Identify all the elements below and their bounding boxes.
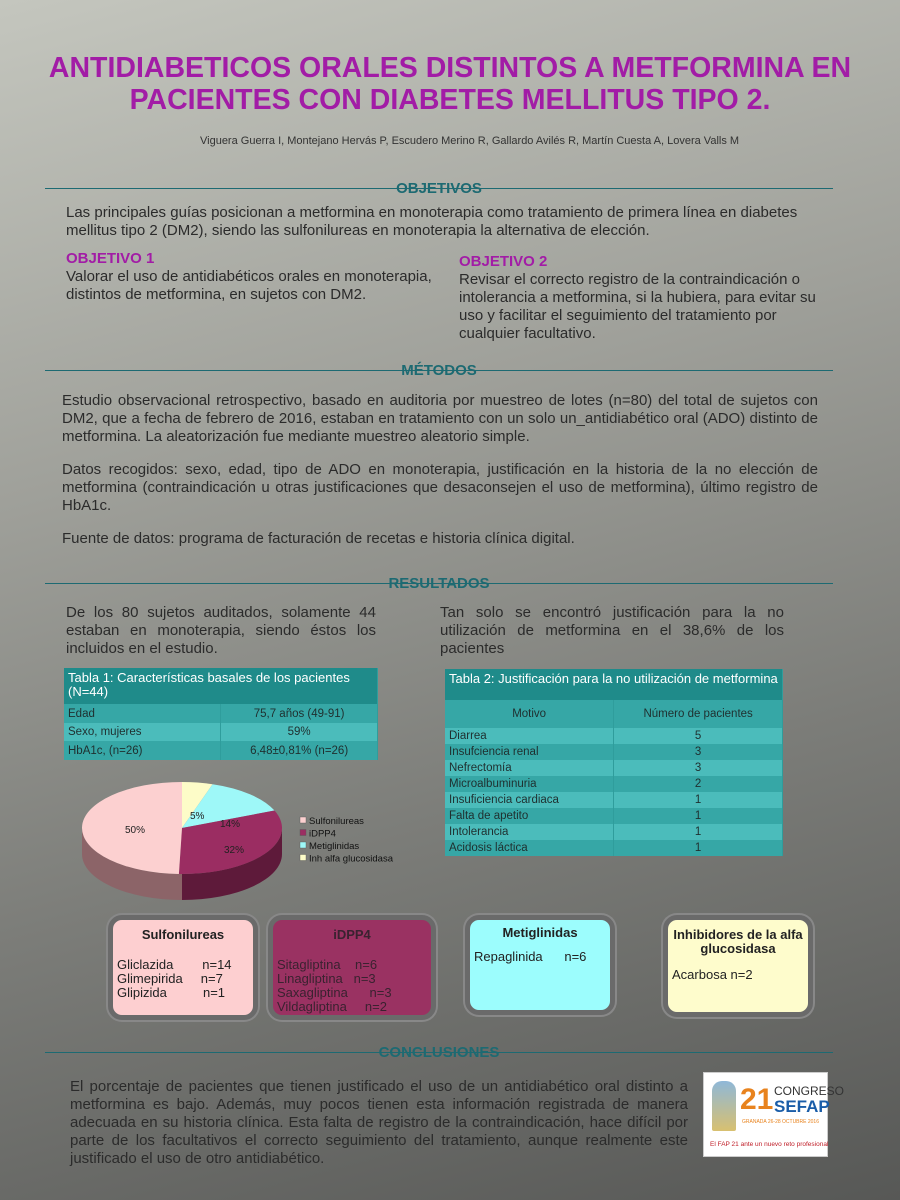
table-row [445,808,783,824]
table-1-title: Tabla 1: Características basales de los pacientes (N=44) [64,668,378,704]
pie-data-label: 50% [125,825,146,836]
logo-slogan: El FAP 21 ante un nuevo reto profesional [710,1141,829,1148]
cell: 1 [614,824,783,840]
cell: Intolerancia [445,824,614,840]
section-resultados [45,575,833,593]
section-heading: OBJETIVOS [396,180,482,197]
objetivo-2-title: OBJETIVO 2 [459,253,548,270]
cell: 2 [614,776,783,792]
cell: 1 [614,792,783,808]
drug-class-box [108,915,258,1020]
section-heading: RESULTADOS [388,575,490,592]
authors: Viguera Guerra I, Montejano Hervás P, Escudero Merino R, Gallardo Avilés R, Martín Cuesta A, Lovera Valls M [200,135,740,147]
box-item: Gliclazida n=14 [117,957,232,972]
box-title: iDPP4 [333,927,371,942]
section-heading: MÉTODOS [401,362,477,379]
legend-swatch [300,817,306,823]
resultados-left-text: De los 80 sujetos auditados, solamente 44 estaban en monoterapia, siendo éstos los incluidos en el estudio. [66,604,376,657]
drug-class-box [268,915,436,1020]
cell: Acidosis láctica [445,840,614,856]
logo-line1: CONGRESO [774,1084,845,1098]
section-heading: CONCLUSIONES [378,1044,500,1061]
cell: 1 [614,840,783,856]
column-header: Motivo [445,700,614,728]
table-row [445,776,783,792]
cell: Sexo, mujeres [64,723,221,741]
pie-data-label: 5% [190,811,205,822]
poster-title: ANTIDIABETICOS ORALES DISTINTOS A METFORMINA EN PACIENTES CON DIABETES MELLITUS TIPO 2. [48,52,852,116]
cell: 3 [614,760,783,776]
section-metodos [45,362,833,380]
box-item: Saxagliptina n=3 [277,985,392,1000]
drug-class-box [465,915,615,1015]
box-item: Linagliptina n=3 [277,971,376,986]
legend-label: Metiglinidas [309,841,360,852]
box-item: Sitagliptina n=6 [277,957,378,972]
cell: 5 [614,728,783,744]
metodos-p1: Estudio observacional retrospectivo, basado en auditoria por muestreo de lotes (n=80) del total de sujetos con DM2, que a fecha de febrero de 2016, estaban en tratamiento con un solo un_antidiabético oral (ADO) distinto de metformina. La aleatorización fue mediante muestreo aleatorio simple. [62,392,818,445]
legend-label: Inh alfa glucosidasa [309,853,393,865]
table-2 [445,669,783,856]
cell: Microalbuminuria [445,776,614,792]
pie-data-label: 32% [224,845,245,856]
cell: 75,7 años (49-91) [221,704,378,723]
legend-swatch [300,855,306,861]
logo-place: GRANADA 26-28 OCTUBRE 2016 [742,1119,819,1125]
objetivos-intro: Las principales guías posicionan a metformina en monoterapia como tratamiento de primera línea en diabetes mellitus tipo 2 (DM2), siendo las sulfonilureas en monoterapia la alternativa de elección. [66,204,798,239]
objetivo-2-text: Revisar el correcto registro de la contraindicación o intolerancia a metformina, si la hubiera, para evitar su uso y facilitar el seguimiento del tratamiento por cualquier facultativo. [459,271,816,342]
table-row [64,704,378,723]
objetivo-1-text: Valorar el uso de antidiabéticos orales en monoterapia, distintos de metformina, en sujetos con DM2. [66,268,432,303]
table-row [445,824,783,840]
legend-swatch [300,830,306,836]
table-row [445,728,783,744]
objetivo-1-title: OBJETIVO 1 [66,250,155,267]
box-item: Glimepirida n=7 [117,971,223,986]
pie-data-label: 14% [220,819,241,830]
resultados-right-text: Tan solo se encontró justificación para la no utilización de metformina en el 38,6% de los pacientes [440,604,784,657]
cell: Nefrectomía [445,760,614,776]
cell: Diarrea [445,728,614,744]
cell: Edad [64,704,221,723]
logo-line2: SEFAP [774,1097,830,1116]
metodos-p2: Datos recogidos: sexo, edad, tipo de ADO en monoterapia, justificación en la historia de la no elección de metformina (contraindicación u otras justificaciones que desaconsejen el uso de metformina), último registro de HbA1c. [62,461,818,514]
table-row [64,723,378,741]
cell: 3 [614,744,783,760]
box-title: Metiglinidas [502,925,578,940]
table-2-title: Tabla 2: Justificación para la no utilización de metformina [445,669,783,700]
box-item: Vildagliptina n=2 [277,999,387,1014]
section-objetivos [45,180,833,198]
logo-number: 21 [740,1083,774,1116]
legend-label: Sulfonilureas [309,816,364,827]
cell: 59% [221,723,378,741]
cell: 6,48±0,81% (n=26) [221,741,378,760]
section-conclusiones [45,1044,833,1062]
legend-swatch [300,842,306,848]
column-header: Número de pacientes [614,700,783,728]
box-item: Glipizida n=1 [117,985,226,1000]
box-item: Acarbosa n=2 [672,967,753,982]
box-title: Inhibidores de la alfa glucosidasa [673,927,803,956]
drug-class-box [663,915,813,1017]
table-row [445,744,783,760]
cell: 1 [614,808,783,824]
table-row [445,840,783,856]
table-row [445,760,783,776]
table-1 [64,668,378,760]
cell: HbA1c, (n=26) [64,741,221,760]
pie-chart [70,780,410,905]
table-row [445,792,783,808]
conclusiones-text: El porcentaje de pacientes que tienen justificado el uso de un antidiabético oral distinto a metformina es bajo. Además, muy pocos tienen esta información registrada de manera adecuada en su historia clínica. Esta falta de registro de la contraindicación, hace difícil por parte de los facultativos el correcto seguimiento del tratamiento, aunque realmente este justificado el uso de otro antidiabético. [70,1078,688,1167]
sefap-congress-logo [703,1072,845,1157]
metodos-p3: Fuente de datos: programa de facturación de recetas e historia clínica digital. [62,530,575,547]
cell: Insuficiencia cardiaca [445,792,614,808]
table-row [64,741,378,760]
box-title: Sulfonilureas [141,927,225,942]
box-item: Repaglinida n=6 [474,949,587,964]
alhambra-arch-icon [712,1081,736,1131]
cell: Falta de apetito [445,808,614,824]
cell: Insufciencia renal [445,744,614,760]
legend-label: iDPP4 [309,828,336,840]
